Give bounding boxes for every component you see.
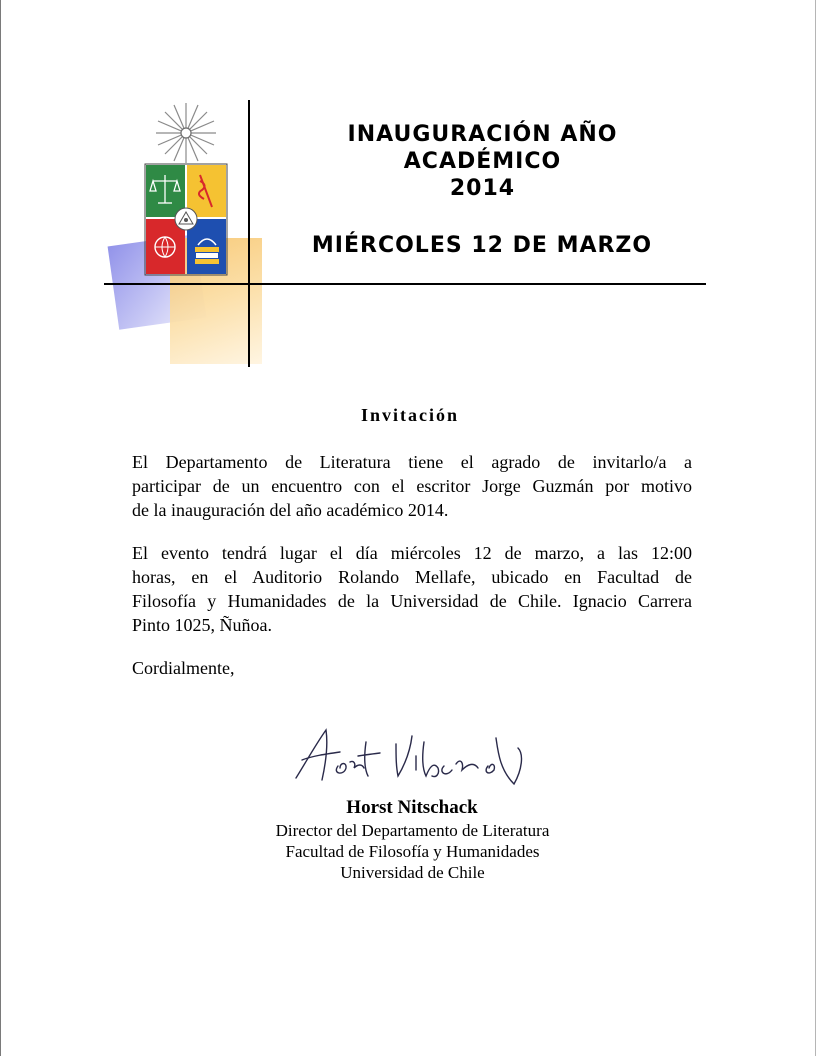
event-date: MIÉRCOLES 12 DE MARZO xyxy=(311,233,653,258)
header-vertical-rule xyxy=(248,100,250,367)
signatory-university: Universidad de Chile xyxy=(340,863,485,882)
paragraph-line: de la inauguración del año académico 2014. xyxy=(132,500,449,520)
letter-heading: Invitación xyxy=(360,405,459,425)
paragraph-line: participar de un encuentro con el escritor Jorge Guzmán por motivo xyxy=(132,476,692,496)
paragraph-event-details xyxy=(132,541,692,637)
signatory-title: Director del Departamento de Literatura xyxy=(275,821,550,840)
event-title xyxy=(300,121,665,202)
shield-icon xyxy=(145,164,227,275)
closing-salutation: Cordialmente, xyxy=(132,658,235,678)
page-border-left xyxy=(0,0,1,1056)
event-title-line: ACADÉMICO xyxy=(403,149,562,174)
event-title-line: INAUGURACIÓN AÑO xyxy=(347,122,618,147)
paragraph-line: horas, en el Auditorio Rolando Mellafe, ubicado en Facultad de xyxy=(132,567,692,587)
paragraph-line: El evento tendrá lugar el día miércoles 12 de marzo, a las 12:00 xyxy=(132,543,692,563)
header-horizontal-rule xyxy=(104,283,706,285)
event-title-line: 2014 xyxy=(449,176,516,201)
signatory-faculty: Facultad de Filosofía y Humanidades xyxy=(285,842,540,861)
paragraph-line: El Departamento de Literatura tiene el agrado de invitarlo/a a xyxy=(132,452,692,472)
star-icon xyxy=(156,103,216,163)
paragraph-invitation xyxy=(132,450,692,522)
handwritten-signature xyxy=(292,722,528,792)
paragraph-line: Pinto 1025, Ñuñoa. xyxy=(132,615,273,635)
signatory-name: Horst Nitschack xyxy=(346,797,478,818)
paragraph-line: Filosofía y Humanidades de la Universidad de Chile. Ignacio Carrera xyxy=(132,591,692,611)
university-crest-logo xyxy=(140,95,235,280)
